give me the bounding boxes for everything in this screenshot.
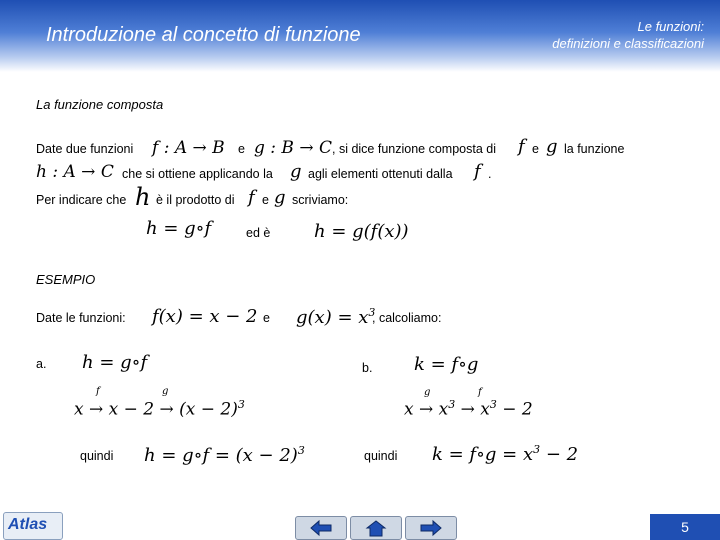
notation-text-3: scriviamo: [292, 193, 349, 207]
def-f: f [518, 136, 525, 157]
notation-ed: ed è [246, 226, 271, 240]
atlas-logo: Atlas [3, 512, 63, 540]
example-g-def: $g(x) = x^3$ [296, 306, 376, 328]
page-number: 5 [681, 519, 689, 535]
notation-text-1: Per indicare che [36, 193, 127, 207]
part-a-formula: h = g∘f [82, 352, 148, 373]
page-number-box [650, 514, 720, 540]
def-text-1: Date due funzioni [36, 142, 134, 156]
notation-f: f [248, 187, 255, 208]
notation-g: g [274, 187, 286, 208]
part-b-label: b. [362, 361, 373, 375]
prev-button[interactable] [295, 516, 347, 540]
def-text-3: la funzione [564, 142, 625, 156]
def-g-2: g [290, 161, 302, 182]
arrow-right-icon [419, 519, 443, 537]
part-b-arrow-f: f [478, 387, 482, 398]
def-text-4: che si ottiene applicando la [122, 167, 273, 181]
def-g-map: g : B → C [254, 138, 332, 158]
def-text-5: agli elementi ottenuti dalla [308, 167, 453, 181]
def-text-2: , si dice funzione composta di [332, 142, 496, 156]
part-b-quindi: quindi [364, 449, 398, 463]
part-a-arrow-g: g [162, 386, 169, 397]
next-button[interactable] [405, 516, 457, 540]
def-e-1: e [238, 142, 245, 156]
part-b-arrow-g: g [424, 387, 431, 398]
home-icon [364, 519, 388, 537]
part-a-arrow-f: f [96, 386, 100, 397]
notation-formula-2: h = g(f(x)) [314, 221, 409, 242]
def-dot: . [488, 167, 492, 181]
example-label: ESEMPIO [36, 272, 96, 287]
notation-formula-1: h = g∘f [146, 218, 212, 239]
def-f-map: f : A → B [152, 138, 225, 158]
notation-h: h [135, 183, 151, 211]
part-b-chain: $x \to x^3 \to x^3 - 2$ [404, 398, 533, 420]
def-f-2: f [474, 161, 481, 182]
header-banner [0, 0, 720, 72]
subtitle-line-2: definizioni e classificazioni [552, 36, 704, 51]
example-calc: , calcoliamo: [372, 311, 442, 325]
part-a-quindi: quindi [80, 449, 114, 463]
part-a-chain: $x \to x - 2 \to (x - 2)^3$ [74, 398, 245, 420]
notation-e: e [262, 193, 269, 207]
example-e: e [263, 311, 270, 325]
part-b-formula: k = f∘g [414, 354, 479, 375]
section-title: La funzione composta [36, 97, 164, 112]
part-a-label: a. [36, 357, 47, 371]
example-f-def: f(x) = x − 2 [152, 306, 258, 327]
example-intro: Date le funzioni: [36, 311, 126, 325]
def-e-2: e [532, 142, 539, 156]
page-subtitle [552, 18, 704, 52]
notation-text-2: è il prodotto di [156, 193, 235, 207]
page-title: Introduzione al concetto di funzione [46, 24, 361, 46]
home-button[interactable] [350, 516, 402, 540]
def-g: g [546, 136, 558, 157]
arrow-left-icon [309, 519, 333, 537]
subtitle-line-1: Le funzioni: [637, 19, 704, 34]
part-b-result: k = f∘g = $x^3 - 2$ [432, 443, 579, 465]
part-a-result: h = g∘f = $(x - 2)^3$ [144, 444, 305, 466]
def-h-map: h : A → C [36, 162, 114, 182]
